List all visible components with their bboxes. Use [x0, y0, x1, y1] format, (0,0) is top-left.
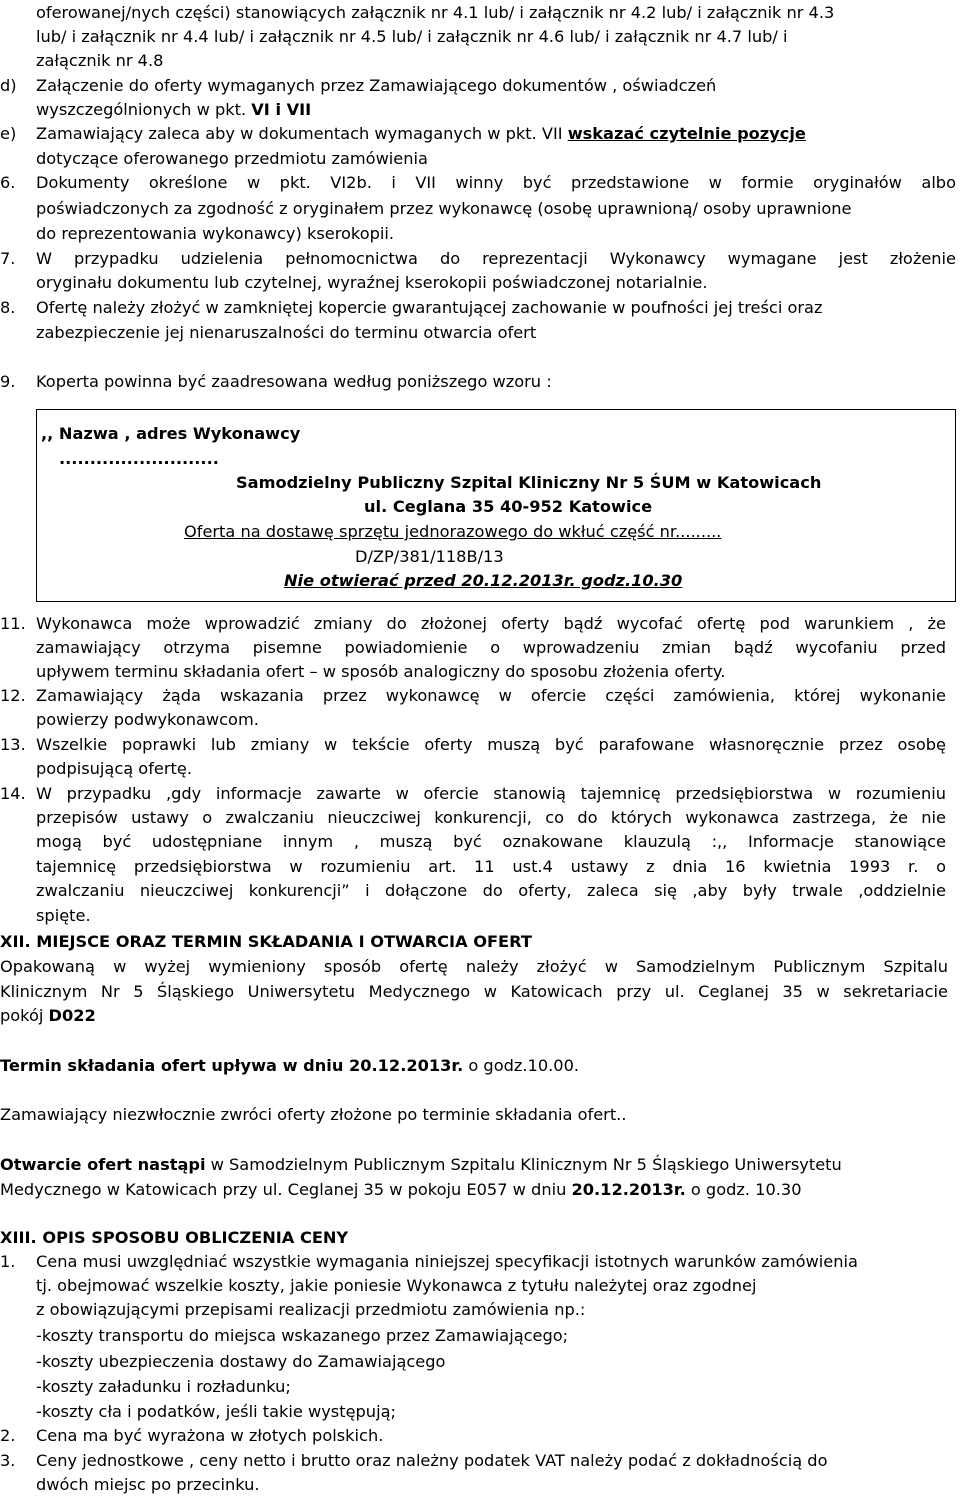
item-14-line-1: W przypadku ,gdy informacje zawarte w ofercie stanowią tajemnicę przedsiębiorstwa w rozumieniu	[36, 784, 946, 803]
item-9-marker: 9.	[0, 372, 16, 391]
item-14-line-2: przepisów ustawy o zwalczaniu nieuczciwej konkurencji, co do których wykonawca zastrzega, że nie	[36, 808, 946, 827]
section-xii-line-1: Opakowaną w wyżej wymieniony sposób ofertę należy złożyć w Samodzielnym Publicznym Szpitalu	[0, 957, 948, 976]
item-8-line-2: zabezpieczenie jej nienaruszalności do terminu otwarcia ofert	[36, 323, 537, 342]
item-8-line-1: Ofertę należy złożyć w zamkniętej kopercie gwarantującej zachowanie w poufności jej treści oraz	[36, 298, 823, 317]
item-14-line-6: spięte.	[36, 906, 91, 925]
item-11-line-3: upływem terminu składania ofert – w sposób analogiczny do sposobu złożenia oferty.	[36, 662, 726, 681]
item-11-line-2: zamawiający otrzyma pisemne powiadomienie o wprowadzeniu zmian bądź wycofaniu przed	[36, 638, 946, 657]
cost-item-transport: -koszty transportu do miejsca wskazanego przez Zamawiającego;	[36, 1326, 569, 1345]
item-e-marker: e)	[0, 124, 17, 143]
item-e-line-2: dotyczące oferowanego przedmiotu zamówienia	[36, 149, 428, 168]
item-9-text: Koperta powinna być zaadresowana według poniższego wzoru :	[36, 372, 552, 391]
item-e-line-1: Zamawiający zaleca aby w dokumentach wymaganych w pkt. VII wskazać czytelnie pozycje	[36, 124, 806, 143]
item-11-line-1: Wykonawca może wprowadzić zmiany do złożonej oferty bądź wycofać ofertę pod warunkiem , że	[36, 614, 946, 633]
item-6-line-2: poświadczonych za zgodność z oryginałem przez wykonawcę (osobę uprawnioną/ osoby uprawnione	[36, 199, 852, 218]
envelope-ref: D/ZP/381/118B/13	[355, 547, 504, 566]
item-6-line-1: Dokumenty określone w pkt. VI2b. i VII winny być przedstawione w formie oryginałów albo	[36, 173, 956, 192]
item-14-line-3: mogą być udostępniane innym , muszą być oznakowane klauzulą :,, Informacje stanowiące	[36, 832, 946, 851]
envelope-dots: ..........................	[59, 449, 219, 468]
opening-line-1: Otwarcie ofert nastąpi w Samodzielnym Publicznym Szpitalu Klinicznym Nr 5 Śląskiego Uniwersytetu	[0, 1155, 842, 1174]
cost-item-customs: -koszty cła i podatków, jeśli takie występują;	[36, 1402, 396, 1421]
envelope-contractor: ,, Nazwa , adres Wykonawcy	[41, 424, 301, 443]
item-8-marker: 8.	[0, 298, 16, 317]
price-item-1-marker: 1.	[0, 1252, 16, 1271]
section-xii-line-3: pokój D022	[0, 1006, 96, 1025]
item-12-line-1: Zamawiający żąda wskazania przez wykonawcę w ofercie części zamówienia, której wykonanie	[36, 686, 946, 705]
item-14-line-4: tajemnicę przedsiębiorstwa w rozumieniu art. 11 ust.4 ustawy z dnia 16 kwietnia 1993 r. o	[36, 857, 946, 876]
item-d-line-1: Załączenie do oferty wymaganych przez Zamawiającego dokumentów , oświadczeń	[36, 76, 717, 95]
price-item-2: Cena ma być wyrażona w złotych polskich.	[36, 1426, 384, 1445]
price-item-2-marker: 2.	[0, 1426, 16, 1445]
item-d-line-2: wyszczególnionych w pkt. VI i VII	[36, 100, 312, 119]
item-7-marker: 7.	[0, 249, 16, 268]
envelope-offer: Oferta na dostawę sprzętu jednorazowego do wkłuć część nr.........	[184, 522, 722, 541]
item-14-line-5: zwalczaniu nieuczciwej konkurencji” i dołączone do oferty, zaleca się ,aby były trwale ,oddzielnie	[36, 881, 946, 900]
item-13-line-2: podpisującą ofertę.	[36, 759, 192, 778]
cost-item-insurance: -koszty ubezpieczenia dostawy do Zamawiającego	[36, 1352, 446, 1371]
price-item-3-line-2: dwóch miejsc po przecinku.	[36, 1475, 260, 1494]
item-6-marker: 6.	[0, 173, 16, 192]
opening-line-2: Medycznego w Katowicach przy ul. Ceglanej 35 w pokoju E057 w dniu 20.12.2013r. o godz. 10.30	[0, 1180, 802, 1199]
intro-line-3: załącznik nr 4.8	[36, 51, 164, 70]
section-xii-line-2: Klinicznym Nr 5 Śląskiego Uniwersytetu Medycznego w Katowicach przy ul. Ceglanej 35 w sekretariacie	[0, 982, 948, 1001]
price-item-1-line-3: z obowiązującymi przepisami realizacji przedmiotu zamówienia np.:	[36, 1300, 586, 1319]
envelope-street: ul. Ceglana 35 40-952 Katowice	[364, 497, 653, 516]
return-note: Zamawiający niezwłocznie zwróci oferty złożone po terminie składania ofert..	[0, 1105, 627, 1124]
intro-line-1: oferowanej/nych części) stanowiących załącznik nr 4.1 lub/ i załącznik nr 4.2 lub/ i załącznik nr 4.3	[36, 3, 835, 22]
intro-line-2: lub/ i załącznik nr 4.4 lub/ i załącznik nr 4.5 lub/ i załącznik nr 4.6 lub/ i załącznik nr 4.7 lub/ i	[36, 27, 788, 46]
price-item-1-line-2: tj. obejmować wszelkie koszty, jakie poniesie Wykonawca z tytułu należytej oraz zgodnej	[36, 1276, 757, 1295]
item-7-line-2: oryginału dokumentu lub czytelnej, wyraźnej kserokopii poświadczonej notarialnie.	[36, 273, 708, 292]
price-item-1-line-1: Cena musi uwzględniać wszystkie wymagania niniejszej specyfikacji istotnych warunków zamówienia	[36, 1252, 858, 1271]
cost-item-loading: -koszty załadunku i rozładunku;	[36, 1377, 291, 1396]
envelope-template-box	[36, 409, 956, 602]
item-11-marker: 11.	[0, 614, 26, 633]
item-14-marker: 14.	[0, 784, 26, 803]
deadline-line: Termin składania ofert upływa w dniu 20.12.2013r. o godz.10.00.	[0, 1056, 580, 1075]
envelope-warning: Nie otwierać przed 20.12.2013r. godz.10.30	[284, 571, 683, 590]
item-12-marker: 12.	[0, 686, 26, 705]
item-13-marker: 13.	[0, 735, 26, 754]
section-xii-heading: XII. MIEJSCE ORAZ TERMIN SKŁADANIA I OTWARCIA OFERT	[0, 932, 532, 951]
item-13-line-1: Wszelkie poprawki lub zmiany w tekście oferty muszą być parafowane własnoręcznie przez osobę	[36, 735, 946, 754]
price-item-3-line-1: Ceny jednostkowe , ceny netto i brutto oraz należny podatek VAT należy podać z dokładnością do	[36, 1451, 828, 1470]
item-6-line-3: do reprezentowania wykonawcy) kserokopii.	[36, 224, 395, 243]
item-d-marker: d)	[0, 76, 17, 95]
item-7-line-1: W przypadku udzielenia pełnomocnictwa do reprezentacji Wykonawcy wymagane jest złożenie	[36, 249, 956, 268]
section-xiii-heading: XIII. OPIS SPOSOBU OBLICZENIA CENY	[0, 1228, 349, 1247]
envelope-hospital: Samodzielny Publiczny Szpital Kliniczny Nr 5 ŚUM w Katowicach	[236, 473, 822, 492]
item-12-line-2: powierzy podwykonawcom.	[36, 710, 259, 729]
price-item-3-marker: 3.	[0, 1451, 16, 1470]
